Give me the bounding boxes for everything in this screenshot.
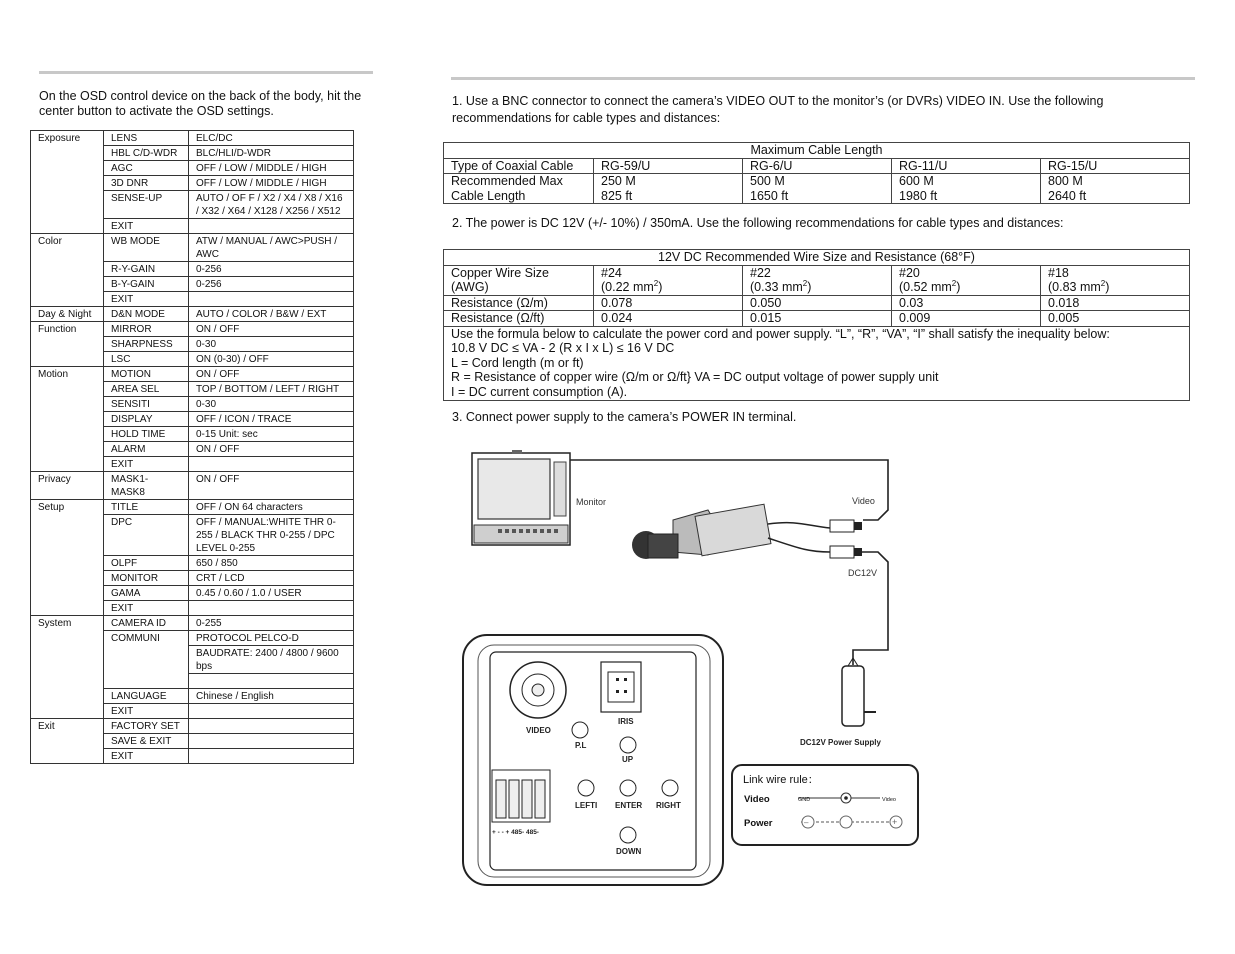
wiring-diagram (458, 440, 928, 890)
osd-item-name: SHARPNESS (104, 337, 189, 352)
osd-item-value: ON / OFF (189, 322, 354, 337)
osd-item-name: MIRROR (104, 322, 189, 337)
osd-item-name: SENSE-UP (104, 191, 189, 219)
osd-item-name: MONITOR (104, 571, 189, 586)
step-1-text (452, 93, 1152, 127)
monitor-illustration (472, 450, 570, 545)
osd-item-name: FACTORY SET (104, 719, 189, 734)
osd-item-value: BAUDRATE: 2400 / 4800 / 9600 bps (189, 646, 354, 674)
rule-video-label: Video (744, 794, 770, 805)
cable-length-table (443, 142, 1190, 204)
panel-label-right: RIGHT (656, 801, 681, 810)
svg-text:+: + (892, 817, 898, 827)
wire-size-table (443, 249, 1190, 401)
panel-label-iris: IRIS (618, 717, 634, 726)
osd-item-value: ON / OFF (189, 472, 354, 500)
osd-item-name: LENS (104, 131, 189, 146)
osd-group-label: System (31, 616, 104, 719)
osd-item-value: 0.45 / 0.60 / 1.0 / USER (189, 586, 354, 601)
res-m-value: 0.050 (743, 295, 892, 311)
formula-cell (444, 326, 1190, 401)
osd-row (31, 367, 354, 382)
cable-row-label (444, 174, 594, 204)
cable-feet: 825 ft (601, 188, 633, 203)
panel-label-terminal: + - - + 485- 485- (492, 829, 539, 836)
osd-item-name: MOTION (104, 367, 189, 382)
formula-line: 10.8 V DC ≤ VA - 2 (R x I x L) ≤ 16 V DC (451, 341, 675, 355)
res-ft-value: 0.024 (594, 311, 743, 327)
osd-item-value: ON (0-30) / OFF (189, 352, 354, 367)
osd-item-name: EXIT (104, 601, 189, 616)
dc12v-label: DC12V (848, 568, 878, 578)
osd-item-name: EXIT (104, 292, 189, 307)
wire-area: (0.22 mm (601, 280, 654, 294)
wire-gauge-cell (743, 265, 892, 295)
power-supply-label: DC12V Power Supply (800, 738, 881, 747)
wire-gauge-cell (1041, 265, 1190, 295)
osd-item-name: SAVE & EXIT (104, 734, 189, 749)
osd-item-value: 0-256 (189, 262, 354, 277)
wire-area: (0.83 mm (1048, 280, 1101, 294)
wire-label-line2: (AWG) (451, 280, 489, 294)
cable-cell (594, 174, 743, 204)
cable-table-title: Maximum Cable Length (444, 143, 1190, 159)
osd-item-value: ON / OFF (189, 442, 354, 457)
panel-label-video: VIDEO (526, 726, 551, 735)
formula-line: R = Resistance of copper wire (Ω/m or Ω/ft} VA = DC output voltage of power supply unit (451, 370, 939, 384)
osd-item-value (189, 457, 354, 472)
cable-cell (1041, 174, 1190, 204)
cable-meters: 250 M (601, 174, 636, 188)
right-header-rule (451, 77, 1195, 80)
osd-item-name: SENSITI (104, 397, 189, 412)
wire-table-title: 12V DC Recommended Wire Size and Resistance (68°F) (444, 250, 1190, 266)
formula-line: I = DC current consumption (A). (451, 384, 628, 399)
osd-item-value (189, 601, 354, 616)
cable-header-type: Type of Coaxial Cable (444, 158, 594, 174)
res-ft-value: 0.005 (1041, 311, 1190, 327)
osd-item-name: D&N MODE (104, 307, 189, 322)
osd-row (31, 322, 354, 337)
osd-item-name: TITLE (104, 500, 189, 515)
wire-area-sup: 2 (951, 278, 957, 288)
wire-gauge: #18 (1048, 265, 1069, 280)
cable-cell (892, 174, 1041, 204)
osd-item-value (189, 219, 354, 234)
wire-label-line1: Copper Wire Size (451, 265, 549, 280)
osd-item-value: OFF / MANUAL:WHITE THR 0-255 / BLACK THR 0-255 / DPC LEVEL 0-255 (189, 515, 354, 556)
osd-item-value (189, 674, 354, 689)
osd-item-name: R-Y-GAIN (104, 262, 189, 277)
osd-item-name: HBL C/D-WDR (104, 146, 189, 161)
osd-item-value: Chinese / English (189, 689, 354, 704)
formula-line: Use the formula below to calculate the power cord and power supply. “L”, “R”, “VA”, “I” shall satisfy the inequality below: (451, 326, 1110, 341)
osd-row (31, 472, 354, 500)
res-m-value: 0.078 (594, 295, 743, 311)
left-header-rule (39, 71, 373, 74)
osd-row (31, 307, 354, 322)
wire-area-close: ) (658, 280, 663, 294)
rule-power-label: Power (744, 818, 773, 829)
osd-group-label: Color (31, 234, 104, 307)
osd-group-label: Day & Night (31, 307, 104, 322)
osd-item-name: LANGUAGE (104, 689, 189, 704)
cable-header-rg6: RG-6/U (743, 158, 892, 174)
res-ft-value: 0.009 (892, 311, 1041, 327)
wire-area-close: ) (807, 280, 812, 294)
res-m-label: Resistance (Ω/m) (444, 295, 594, 311)
cable-meters: 600 M (899, 174, 934, 188)
osd-item-name: B-Y-GAIN (104, 277, 189, 292)
osd-item-value: TOP / BOTTOM / LEFT / RIGHT (189, 382, 354, 397)
osd-item-name: WB MODE (104, 234, 189, 262)
osd-row (31, 234, 354, 262)
res-ft-value: 0.015 (743, 311, 892, 327)
cable-header-rg15: RG-15/U (1041, 158, 1190, 174)
camera-illustration (632, 504, 771, 559)
res-m-value: 0.03 (892, 295, 1041, 311)
osd-row (31, 719, 354, 734)
panel-label-up: UP (622, 755, 634, 764)
osd-item-value: BLC/HLI/D-WDR (189, 146, 354, 161)
osd-item-value: 0-30 (189, 397, 354, 412)
wire-area-sup: 2 (1100, 278, 1106, 288)
wire-gauge: #22 (750, 265, 771, 280)
osd-item-name: COMMUNI (104, 631, 189, 689)
osd-item-value: 0-255 (189, 616, 354, 631)
osd-item-value (189, 734, 354, 749)
osd-group-label: Setup (31, 500, 104, 616)
monitor-label: Monitor (576, 497, 607, 507)
video-label: Video (852, 496, 875, 506)
res-ft-label: Resistance (Ω/ft) (444, 311, 594, 327)
osd-item-name: DISPLAY (104, 412, 189, 427)
wire-area: (0.33 mm (750, 280, 803, 294)
osd-group-label: Exit (31, 719, 104, 764)
osd-item-value: 650 / 850 (189, 556, 354, 571)
rule-title: Link wire rule： (743, 774, 819, 786)
formula-line: L = Cord length (m or ft) (451, 355, 584, 370)
wire-area-sup: 2 (802, 278, 808, 288)
cable-meters: 500 M (750, 174, 785, 188)
osd-item-name: AREA SEL (104, 382, 189, 397)
osd-item-name: HOLD TIME (104, 427, 189, 442)
step-1-body: 1. Use a BNC connector to connect the camera’s VIDEO OUT to the monitor’s (or DVRs) VIDEO IN. Use the following recommendations for cable types and distances: (452, 94, 1104, 125)
osd-item-value: 0-30 (189, 337, 354, 352)
rule-video-small-label: Video (882, 797, 896, 803)
osd-item-value: OFF / ON 64 characters (189, 500, 354, 515)
step-3-text: 3. Connect power supply to the camera’s POWER IN terminal. (452, 410, 797, 424)
rule-gnd-label: GND (798, 797, 811, 803)
power-supply-illustration (842, 658, 876, 726)
osd-item-value (189, 292, 354, 307)
osd-item-name: GAMA (104, 586, 189, 601)
osd-item-value: ELC/DC (189, 131, 354, 146)
osd-row (31, 616, 354, 631)
cable-feet: 1980 ft (899, 188, 938, 203)
wire-label-cell (444, 265, 594, 295)
cable-row-label-line2: Cable Length (451, 188, 526, 203)
osd-item-name: EXIT (104, 219, 189, 234)
osd-group-label: Motion (31, 367, 104, 472)
wire-area-close: ) (956, 280, 961, 294)
osd-item-value: AUTO / COLOR / B&W / EXT (189, 307, 354, 322)
osd-item-value: OFF / LOW / MIDDLE / HIGH (189, 161, 354, 176)
cable-header-rg11: RG-11/U (892, 158, 1041, 174)
osd-item-name: EXIT (104, 749, 189, 764)
osd-group-label: Exposure (31, 131, 104, 234)
cable-feet: 2640 ft (1048, 188, 1087, 203)
wire-area: (0.52 mm (899, 280, 952, 294)
cable-header-rg59: RG-59/U (594, 158, 743, 174)
osd-item-value: CRT / LCD (189, 571, 354, 586)
panel-label-left: LEFTI (575, 801, 598, 810)
osd-item-name: EXIT (104, 457, 189, 472)
osd-row (31, 500, 354, 515)
osd-item-name: OLPF (104, 556, 189, 571)
bnc-connectors (768, 520, 862, 558)
osd-item-name: EXIT (104, 704, 189, 719)
wire-gauge: #20 (899, 265, 920, 280)
osd-item-value: OFF / ICON / TRACE (189, 412, 354, 427)
wire-gauge-cell (892, 265, 1041, 295)
osd-item-value (189, 719, 354, 734)
osd-item-value: 0-256 (189, 277, 354, 292)
step-2-text: 2. The power is DC 12V (+/- 10%) / 350mA. Use the following recommendations for cable types and distances: (452, 216, 1064, 230)
wire-area-sup: 2 (653, 278, 659, 288)
osd-item-value: PROTOCOL PELCO-D (189, 631, 354, 646)
wire-gauge-cell (594, 265, 743, 295)
osd-item-value: ON / OFF (189, 367, 354, 382)
res-m-value: 0.018 (1041, 295, 1190, 311)
panel-label-enter: ENTER (615, 801, 643, 810)
osd-settings-table (30, 130, 354, 764)
camera-rear-panel (463, 635, 723, 885)
osd-item-name: DPC (104, 515, 189, 556)
osd-group-label: Privacy (31, 472, 104, 500)
osd-item-name: MASK1-MASK8 (104, 472, 189, 500)
cable-meters: 800 M (1048, 174, 1083, 188)
osd-item-name: CAMERA ID (104, 616, 189, 631)
cable-feet: 1650 ft (750, 188, 789, 203)
osd-item-name: LSC (104, 352, 189, 367)
wire-gauge: #24 (601, 265, 622, 280)
cable-cell (743, 174, 892, 204)
osd-item-value (189, 704, 354, 719)
panel-label-pl: P.L (575, 741, 587, 750)
osd-group-label: Function (31, 322, 104, 367)
osd-item-name: ALARM (104, 442, 189, 457)
osd-item-value: AUTO / OF F / X2 / X4 / X8 / X16 / X32 / X64 / X128 / X256 / X512 (189, 191, 354, 219)
panel-label-down: DOWN (616, 847, 642, 856)
osd-item-value: ATW / MANUAL / AWC>PUSH / AWC (189, 234, 354, 262)
cable-row-label-line1: Recommended Max (451, 174, 563, 188)
osd-item-value (189, 749, 354, 764)
wire-area-close: ) (1105, 280, 1110, 294)
osd-intro-text: On the OSD control device on the back of the body, hit the center button to activate the OSD settings. (39, 89, 362, 118)
osd-item-value: OFF / LOW / MIDDLE / HIGH (189, 176, 354, 191)
osd-item-name: 3D DNR (104, 176, 189, 191)
osd-row (31, 131, 354, 146)
svg-text:–: – (804, 818, 809, 827)
osd-item-value: 0-15 Unit: sec (189, 427, 354, 442)
osd-item-name: AGC (104, 161, 189, 176)
